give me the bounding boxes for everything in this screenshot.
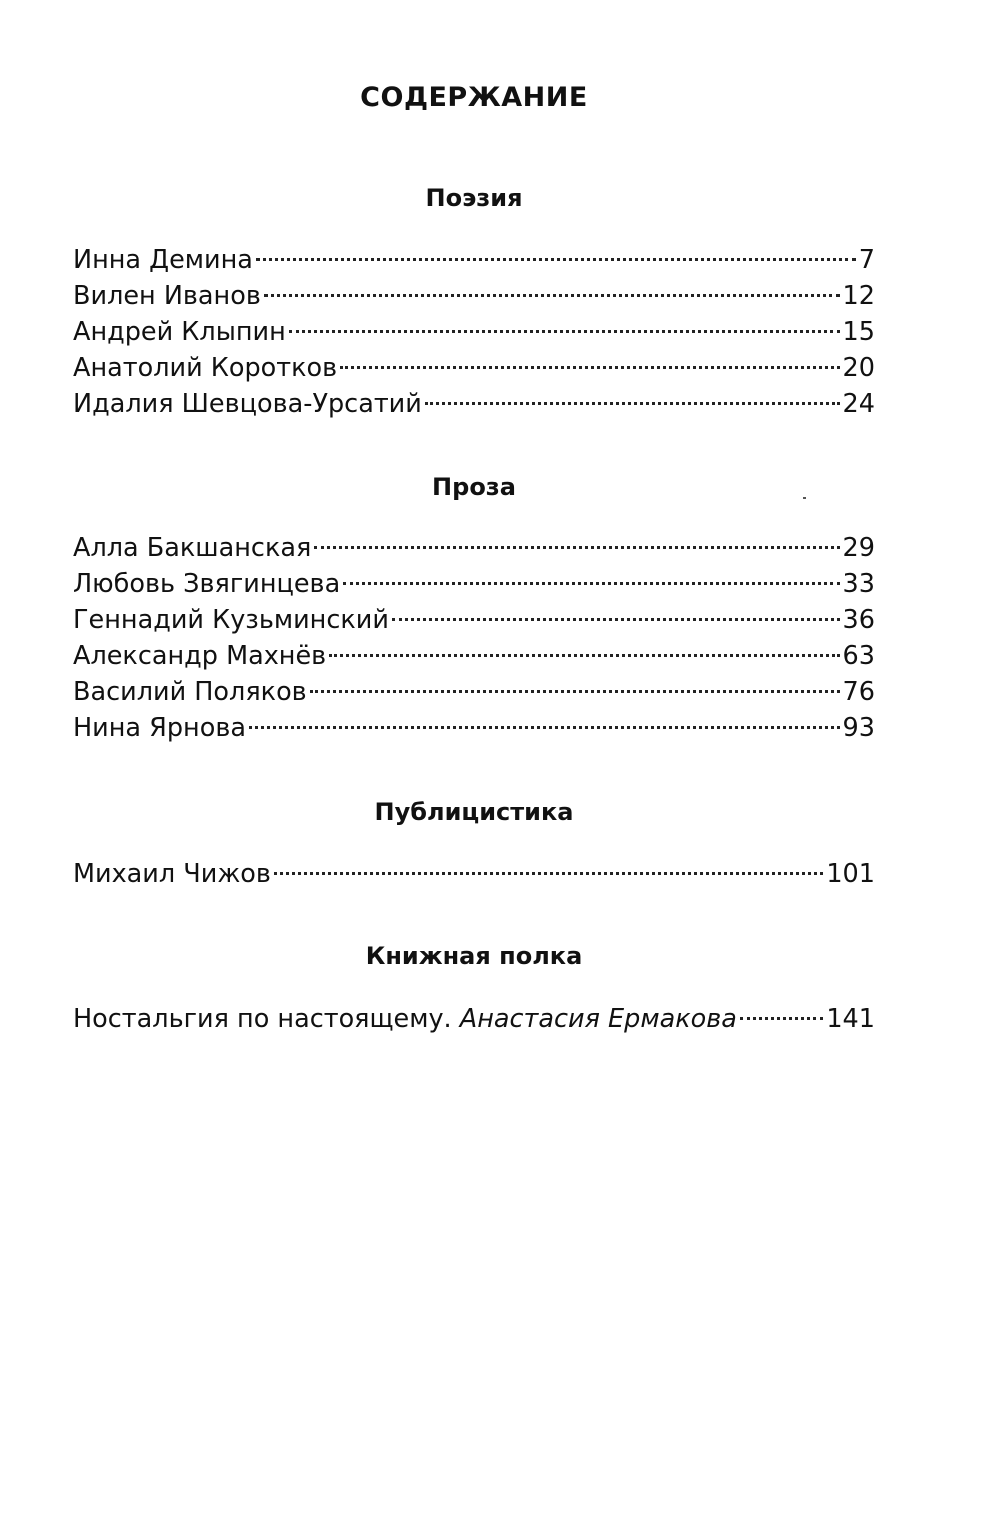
dot-leader <box>340 366 839 369</box>
toc-entry-label: Александр Махнёв <box>73 641 327 671</box>
toc-entry-page: 7 <box>858 245 875 275</box>
toc-entry-page: 63 <box>842 641 875 671</box>
toc-entry-author: Анастасия Ермакова <box>459 1004 737 1034</box>
section-heading-poetry: Поэзия <box>425 184 523 212</box>
toc-entry <box>73 350 875 386</box>
page-title: СОДЕРЖАНИЕ <box>360 82 588 113</box>
toc-entry-page: 33 <box>842 569 875 599</box>
toc-entry-label: Василий Поляков <box>73 677 307 707</box>
toc-entry-page: 141 <box>826 1004 875 1034</box>
toc-entry-page: 29 <box>842 533 875 563</box>
section-heading-journalism: Публицистика <box>374 798 574 826</box>
toc-entry-page: 24 <box>842 389 875 419</box>
toc-entry-label: Нина Ярнова <box>73 713 246 743</box>
toc-entry <box>73 278 875 314</box>
toc-entry-label: Идалия Шевцова-Урсатий <box>73 389 422 419</box>
toc-entry <box>73 602 875 638</box>
toc-entry-page: 36 <box>842 605 875 635</box>
toc-entry <box>73 674 875 710</box>
toc-entry-label: Инна Демина <box>73 245 253 275</box>
toc-entry <box>73 242 875 278</box>
toc-entry-page: 101 <box>826 859 875 889</box>
toc-entry-page: 12 <box>842 281 875 311</box>
toc-entry-label <box>73 1001 737 1037</box>
toc-list-bookshelf <box>73 1001 875 1037</box>
toc-entry-label: Михаил Чижов <box>73 859 271 889</box>
section-heading-bookshelf: Книжная полка <box>365 942 583 970</box>
dot-leader <box>249 726 840 729</box>
toc-list-prose <box>73 530 875 746</box>
dot-leader <box>289 330 840 333</box>
toc-entry <box>73 1001 875 1037</box>
toc-entry-page: 93 <box>842 713 875 743</box>
dot-leader <box>425 402 840 405</box>
toc-list-poetry <box>73 242 875 422</box>
toc-entry <box>73 638 875 674</box>
dot-leader <box>256 258 856 261</box>
toc-entry <box>73 386 875 422</box>
toc-entry <box>73 856 875 892</box>
toc-entry-page: 76 <box>842 677 875 707</box>
toc-entry-page: 20 <box>842 353 875 383</box>
dot-leader <box>310 690 840 693</box>
dot-leader <box>329 654 839 657</box>
dot-leader <box>274 872 823 875</box>
dot-leader <box>264 294 840 297</box>
toc-entry-label: Алла Бакшанская <box>73 533 312 563</box>
toc-entry-label: Любовь Звягинцева <box>73 569 341 599</box>
toc-entry-title: Ностальгия по настоящему. <box>73 1004 452 1034</box>
print-speck <box>803 497 806 499</box>
toc-entry-label: Анатолий Коротков <box>73 353 338 383</box>
dot-leader <box>343 582 839 585</box>
toc-entry-label: Геннадий Кузьминский <box>73 605 389 635</box>
dot-leader <box>314 546 839 549</box>
toc-entry-label: Андрей Клыпин <box>73 317 286 347</box>
dot-leader <box>392 618 840 621</box>
toc-entry <box>73 710 875 746</box>
toc-entry-label: Вилен Иванов <box>73 281 261 311</box>
dot-leader <box>740 1017 823 1020</box>
toc-list-journalism <box>73 856 875 892</box>
toc-entry <box>73 314 875 350</box>
toc-entry <box>73 530 875 566</box>
toc-entry-page: 15 <box>842 317 875 347</box>
section-heading-prose: Проза <box>432 473 516 501</box>
toc-entry <box>73 566 875 602</box>
